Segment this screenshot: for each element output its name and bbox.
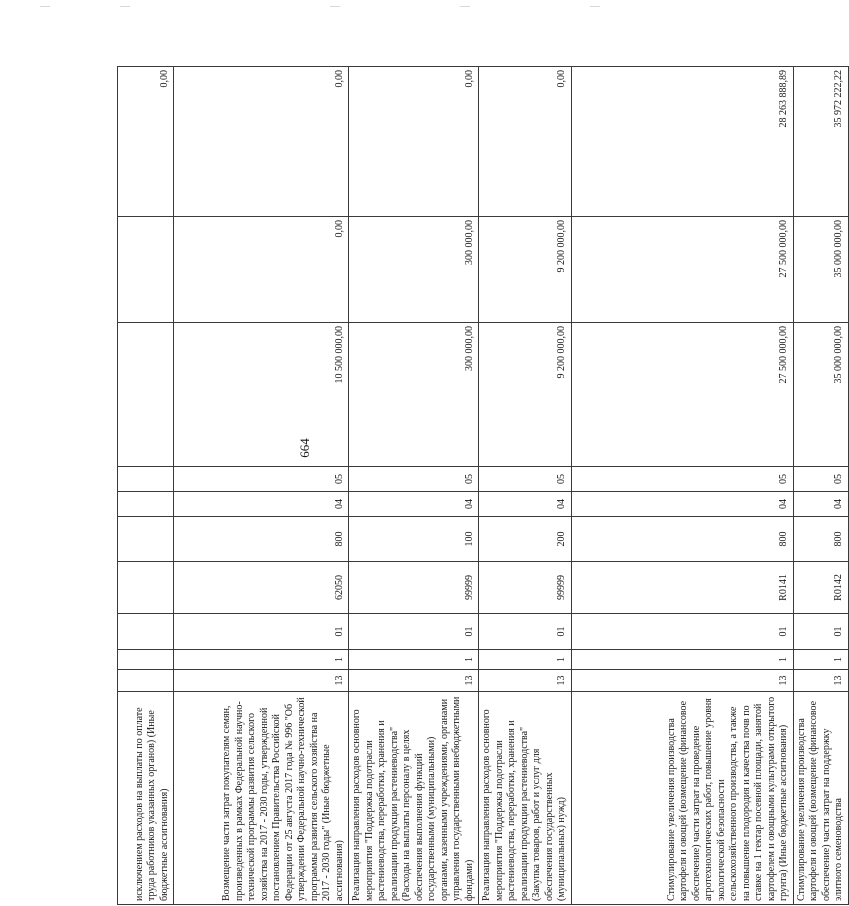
amount-3-value: 0,00: [174, 67, 349, 217]
row-description: Реализация направления расходов основного мероприятия "Поддержка подотрасли растениеводства, переработки, хранения и реализации продукции растениеводства" (Закупка товаров, работ и услуг для обеспечения государственных (муниципальных) нужд): [479, 692, 572, 905]
expense-type-code: 800: [174, 517, 349, 562]
subsection-code: 01: [174, 614, 349, 650]
col-04-code: 04: [174, 492, 349, 517]
expense-type-code: 800: [793, 517, 848, 562]
amount-1-value: [118, 323, 174, 467]
amount-3-value: 35 972 222,22: [793, 67, 848, 217]
col-04-code: [118, 492, 174, 517]
amount-3-value: 0,00: [349, 67, 479, 217]
col-05-code: 05: [349, 467, 479, 492]
col-05-code: 05: [174, 467, 349, 492]
col-04-code: 04: [349, 492, 479, 517]
scan-edge-mark: [330, 6, 340, 7]
scan-edge-mark: [460, 6, 470, 7]
table-row: [479, 67, 572, 905]
scan-edge-mark: [120, 6, 130, 7]
scan-edge-mark: [40, 6, 50, 7]
expense-type-code: 100: [349, 517, 479, 562]
subsection-code: 01: [571, 614, 793, 650]
expense-type-code: 200: [479, 517, 572, 562]
target-article-code: R0142: [793, 562, 848, 614]
row-description: Стимулирование увеличения производства картофеля и овощей (возмещение (финансовое обеспечение) части затрат на проведение агротехнологических работ, повышение уровня экологической безопасности сельскохозяйственного производства, а также на повышение плодородия и качества почв по ставке на 1 гектар посевной площади, занятой картофелем и овощными культурами открытого грунта) (Иные бюджетные ассигнования): [571, 692, 793, 905]
ministry-code: 13: [174, 670, 349, 692]
row-description: Реализация направления расходов основного мероприятия "Поддержка подотрасли растениеводства, переработки, хранения и реализации продукции растениеводства" (Расходы на выплаты персоналу в целях обеспечения выполнения функций государственными (муниципальными) органами, казенными учреждениями, органами управления государственными внебюджетными фондами): [349, 692, 479, 905]
subsection-code: 01: [479, 614, 572, 650]
target-article-code: R0141: [571, 562, 793, 614]
ministry-code: 13: [349, 670, 479, 692]
col-04-code: 04: [479, 492, 572, 517]
target-article-code: 99999: [479, 562, 572, 614]
amount-2-value: 9 200 000,00: [479, 217, 572, 323]
amount-3-value: 0,00: [118, 67, 174, 217]
section-code: 1: [571, 650, 793, 670]
col-05-code: 05: [479, 467, 572, 492]
amount-1-value: 10 500 000,00: [174, 323, 349, 467]
amount-1-value: 27 500 000,00: [571, 323, 793, 467]
rotated-table-wrapper: [117, 67, 844, 905]
subsection-code: [118, 614, 174, 650]
amount-3-value: 0,00: [479, 67, 572, 217]
ministry-code: 13: [479, 670, 572, 692]
ministry-code: 13: [571, 670, 793, 692]
subsection-code: 01: [349, 614, 479, 650]
expense-type-code: 800: [571, 517, 793, 562]
col-05-code: 05: [793, 467, 848, 492]
amount-2-value: 0,00: [174, 217, 349, 323]
ministry-code: [118, 670, 174, 692]
target-article-code: [118, 562, 174, 614]
table-row: [174, 67, 349, 905]
scan-edge-mark: [590, 6, 600, 7]
amount-2-value: 35 000 000,00: [793, 217, 848, 323]
section-code: 1: [793, 650, 848, 670]
section-code: 1: [349, 650, 479, 670]
row-description: Стимулирование увеличения производства картофеля и овощей (возмещение (финансовое обеспечение) части затрат на поддержку элитного семеноводства: [793, 692, 848, 905]
row-description: исключением расходов на выплаты по оплате труда работников указанных органов) (Иные бюджетные ассигнования): [118, 692, 174, 905]
target-article-code: 62050: [174, 562, 349, 614]
ministry-code: 13: [793, 670, 848, 692]
table-row: [793, 67, 848, 905]
section-code: 1: [479, 650, 572, 670]
amount-2-value: 300 000,00: [349, 217, 479, 323]
subsection-code: 01: [793, 614, 848, 650]
amount-1-value: 35 000 000,00: [793, 323, 848, 467]
amount-1-value: 9 200 000,00: [479, 323, 572, 467]
amount-1-value: 300 000,00: [349, 323, 479, 467]
row-description: Возмещение части затрат покупателям семян, произведенных в рамках Федеральной научно-технической программы развития сельского хозяйства на 2017 - 2030 годы, утвержденной постановлением Правительства Российской Федерации от 25 августа 2017 года № 996 "Об утверждении Федеральной научно-технической программы развития сельского хозяйства на 2017 - 2030 годы" (Иные бюджетные ассигнования): [174, 692, 349, 905]
table-body: [118, 67, 849, 905]
col-04-code: 04: [793, 492, 848, 517]
page-number: 664: [297, 438, 312, 458]
expense-type-code: [118, 517, 174, 562]
col-05-code: [118, 467, 174, 492]
budget-table: [117, 66, 849, 905]
amount-2-value: 27 500 000,00: [571, 217, 793, 323]
col-05-code: 05: [571, 467, 793, 492]
col-04-code: 04: [571, 492, 793, 517]
amount-2-value: [118, 217, 174, 323]
section-code: [118, 650, 174, 670]
section-code: 1: [174, 650, 349, 670]
table-row: [571, 67, 793, 905]
table-row: [349, 67, 479, 905]
target-article-code: 99999: [349, 562, 479, 614]
amount-3-value: 28 263 888,89: [571, 67, 793, 217]
table-row: [118, 67, 174, 905]
